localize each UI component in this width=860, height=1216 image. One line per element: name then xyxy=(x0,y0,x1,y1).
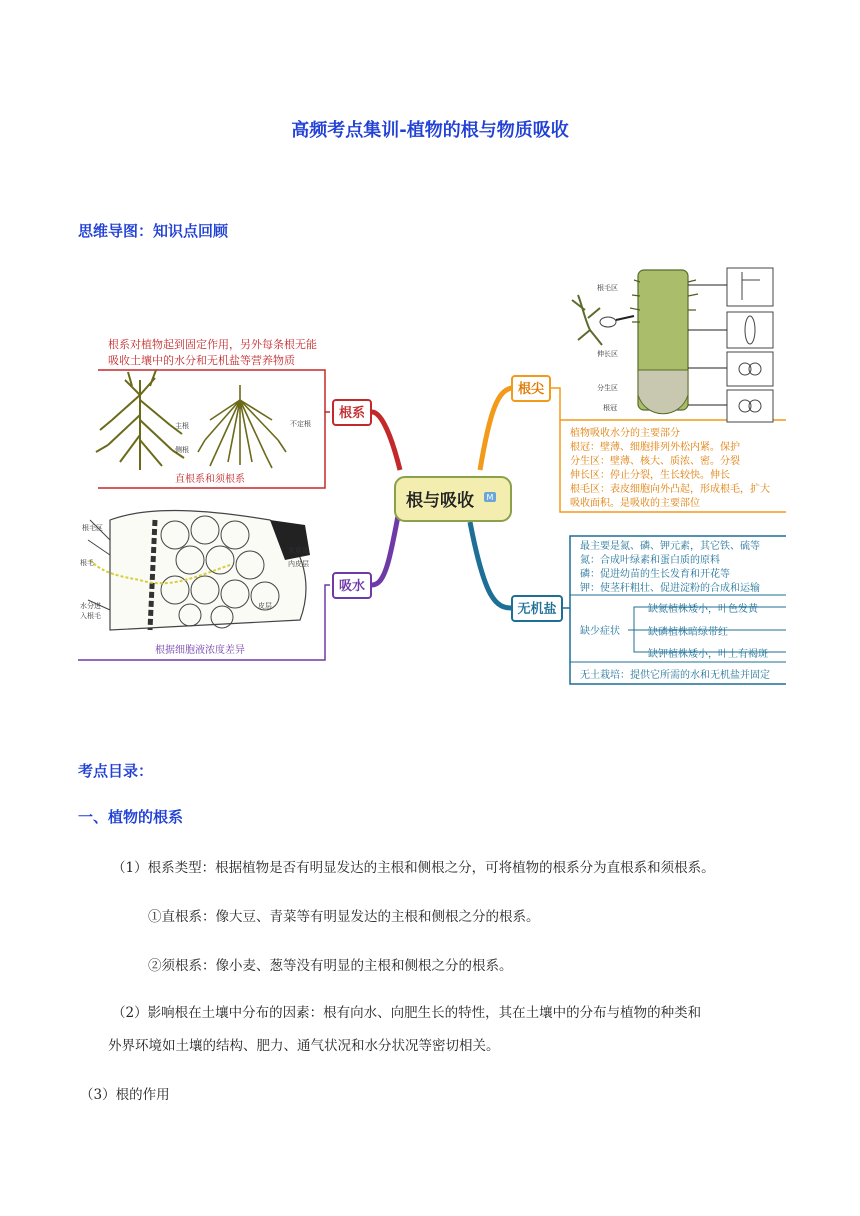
svg-text:根尖: 根尖 xyxy=(517,382,545,397)
svg-text:根毛: 根毛 xyxy=(80,559,94,567)
svg-text:根毛区：表皮细胞向外凸起，形成根毛，扩大: 根毛区：表皮细胞向外凸起，形成根毛，扩大 xyxy=(570,484,770,495)
svg-text:最主要是氮、磷、钾元素，其它铁、硫等: 最主要是氮、磷、钾元素，其它铁、硫等 xyxy=(580,541,760,552)
svg-text:吸收土壤中的水分和无机盐等营养物质: 吸收土壤中的水分和无机盐等营养物质 xyxy=(108,354,295,367)
paragraph-taproot: ①直根系：像大豆、青菜等有明显发达的主根和侧根之分的根系。 xyxy=(148,909,540,925)
svg-text:侧根: 侧根 xyxy=(175,446,189,454)
svg-text:主根: 主根 xyxy=(175,422,189,430)
roottip-notes xyxy=(570,426,770,509)
svg-text:伸长区：停止分裂，生长较快。伸长: 伸长区：停止分裂，生长较快。伸长 xyxy=(570,470,730,481)
svg-text:缺磷植株暗绿带红: 缺磷植株暗绿带红 xyxy=(648,627,728,638)
svg-text:分生区: 分生区 xyxy=(597,384,618,392)
svg-text:吸收面积。是吸收的主要部位: 吸收面积。是吸收的主要部位 xyxy=(570,498,700,509)
minerals-notes xyxy=(580,539,770,681)
svg-text:根冠：壁薄、细胞排列外松内紧。保护: 根冠：壁薄、细胞排列外松内紧。保护 xyxy=(570,442,740,453)
root-cross-section-illustration xyxy=(88,511,310,630)
branch-minerals-line xyxy=(470,522,512,608)
svg-text:根冠: 根冠 xyxy=(603,404,617,412)
taproot-illustration xyxy=(96,370,184,470)
svg-text:不定根: 不定根 xyxy=(290,420,311,428)
branch-roottip-line xyxy=(480,388,512,470)
roots-caption: 直根系和须根系 xyxy=(175,474,245,485)
svg-text:内皮层: 内皮层 xyxy=(288,560,309,568)
branch-roots-line xyxy=(372,412,400,470)
svg-text:氮：合成叶绿素和蛋白质的原料: 氮：合成叶绿素和蛋白质的原料 xyxy=(580,555,720,566)
paragraph-fibrous: ②须根系：像小麦、葱等没有明显的主根和侧根之分的根系。 xyxy=(148,958,513,974)
svg-text:无土栽培：提供它所需的水和无机盐并固定: 无土栽培：提供它所需的水和无机盐并固定 xyxy=(580,670,770,681)
fibrous-root-illustration xyxy=(198,385,286,468)
svg-text:根系对植物起到固定作用，另外每条根无能: 根系对植物起到固定作用，另外每条根无能 xyxy=(108,338,317,351)
svg-text:钾：使茎秆粗壮、促进淀粉的合成和运输: 钾：使茎秆粗壮、促进淀粉的合成和运输 xyxy=(580,583,760,594)
svg-text:缺钾植株矮小，叶上有褐斑: 缺钾植株矮小，叶上有褐斑 xyxy=(648,649,768,660)
svg-text:吸水: 吸水 xyxy=(338,579,366,594)
paragraph-distribution-line1: （2）影响根在土壤中分布的因素：根有向水、向肥生长的特性，其在土壤中的分布与植物的种类和 xyxy=(112,1005,702,1021)
svg-text:分生区：壁薄、核大、质浓、密。分裂: 分生区：壁薄、核大、质浓、密。分裂 xyxy=(570,456,740,467)
paragraph-root-function: （3）根的作用 xyxy=(80,1087,170,1103)
paragraph-root-types: （1）根系类型：根据植物是否有明显发达的主根和侧根之分，可将植物的根系分为直根系和须根系。 xyxy=(112,860,715,876)
paragraph-distribution-line2: 外界环境如土壤的结构、肥力、通气状况和水分状况等密切相关。 xyxy=(108,1038,500,1054)
svg-text:植物吸收水分的主要部分: 植物吸收水分的主要部分 xyxy=(570,428,680,439)
svg-text:M: M xyxy=(486,493,494,502)
center-node-label: 根与吸收 xyxy=(406,491,474,511)
svg-text:无机盐: 无机盐 xyxy=(517,602,557,617)
svg-text:根毛区: 根毛区 xyxy=(82,524,103,532)
svg-text:皮层: 皮层 xyxy=(258,602,272,610)
section-heading-1: 一、植物的根系 xyxy=(78,808,184,826)
water-caption: 根据细胞液浓度差异 xyxy=(155,645,245,656)
page-title: 高频考点集训-植物的根与物质吸收 xyxy=(291,120,569,141)
svg-text:水分进: 水分进 xyxy=(80,602,101,610)
svg-text:木质部: 木质部 xyxy=(288,547,309,555)
svg-text:缺少症状: 缺少症状 xyxy=(580,626,620,637)
svg-text:伸长区: 伸长区 xyxy=(597,350,618,358)
svg-text:磷：促进幼苗的生长发育和开花等: 磷：促进幼苗的生长发育和开花等 xyxy=(580,569,730,580)
svg-text:入根毛: 入根毛 xyxy=(80,612,101,620)
svg-text:根系: 根系 xyxy=(338,406,366,421)
mindmap-heading: 思维导图：知识点回顾 xyxy=(78,222,229,240)
toc-heading: 考点目录： xyxy=(78,762,154,780)
svg-text:缺氮植株矮小，叶色发黄: 缺氮植株矮小，叶色发黄 xyxy=(648,604,758,615)
svg-text:根毛区: 根毛区 xyxy=(597,284,618,292)
